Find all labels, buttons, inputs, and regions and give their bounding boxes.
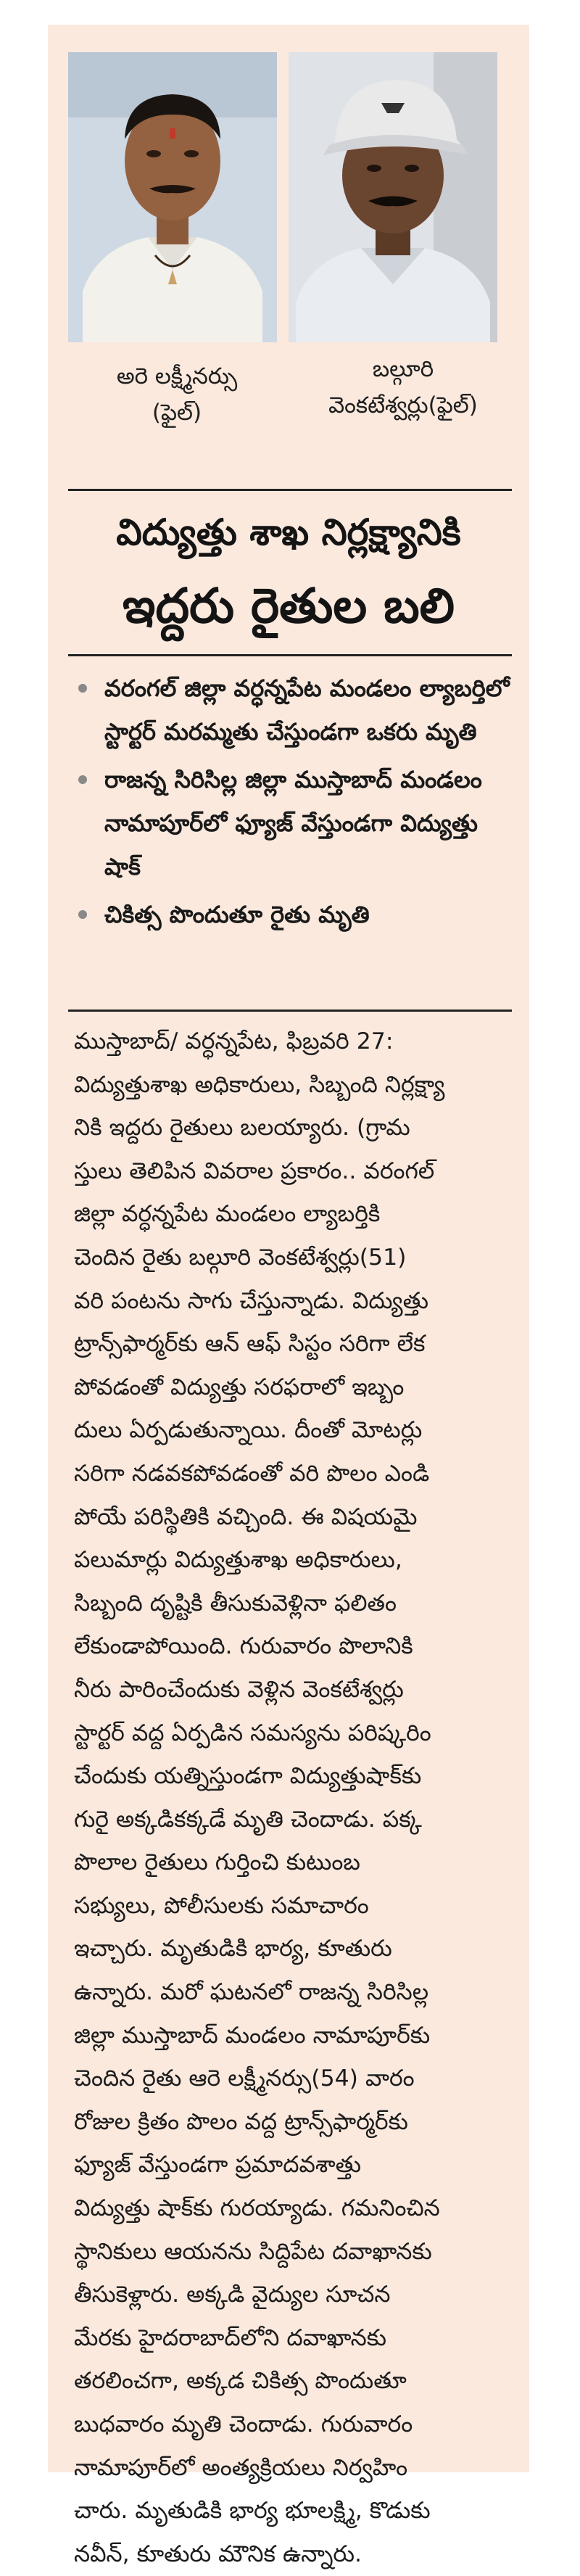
divider-top [68, 489, 512, 491]
body-line: ట్రాన్స్‌ఫార్మర్‌కు ఆన్ ఆఫ్ సిస్టం సరిగా లేక [74, 1331, 426, 1358]
news-article [48, 25, 529, 2567]
body-line: నామాపూర్‌లో అంత్యక్రియలు నిర్వహిం [74, 2454, 408, 2481]
body-line: పలుమార్లు విద్యుత్తుశాఖ అధికారులు, [74, 1547, 402, 1574]
photo-row [68, 52, 512, 342]
portrait-lakshminarsu-image [68, 52, 277, 342]
divider-middle [68, 654, 512, 656]
body-line: నీరు పారించేందుకు వెళ్లిన వెంకటేశ్వర్లు [74, 1676, 404, 1703]
caption-lakshminarsu-file: (ఫైల్) [152, 400, 202, 426]
body-line: బుధవారం మృతి చెందాడు. గురువారం [74, 2411, 413, 2437]
portrait-photo-lakshminarsu [68, 52, 277, 342]
body-line: తీసుకెళ్లారు. అక్కడి వైద్యుల సూచన [74, 2282, 391, 2308]
bullet-text: వరంగల్ జిల్లా వర్ధన్నపేట మండలం ల్యాబర్తిలో స్టార్టర్ మరమ్మతు చేస్తుండగా ఒకరు మృతి [104, 674, 510, 746]
bullet-item [74, 758, 513, 888]
body-line: పోయే పరిస్థితికి వచ్చింది. ఈ విషయమై [74, 1503, 418, 1530]
caption-venkateshwarlu-surname: బల్గూరి [372, 356, 434, 382]
body-line: సరిగా నడవకపోవడంతో వరి పొలం ఎండి [74, 1460, 430, 1487]
body-line: ఫ్యూజ్ వేస్తుండగా ప్రమాదవశాత్తు [74, 2152, 362, 2179]
bullet-text: చికిత్స పొందుతూ రైతు మృతి [104, 901, 370, 928]
body-line: జిల్లా ముస్తాబాద్ మండలం నామాపూర్‌కు [74, 2022, 431, 2049]
body-line: ఇచ్చారు. మృతుడికి భార్య, కూతురు [74, 1936, 392, 1962]
body-line: విద్యుత్తు షాక్‌కు గురయ్యాడు. గమనించిన [74, 2195, 440, 2222]
body-line: ముస్తాబాద్/ వర్ధన్నపేట, ఫిబ్రవరి 27: [74, 1028, 394, 1054]
body-line: చేందుకు యత్నిస్తుండగా విద్యుత్తుషాక్‌కు [74, 1763, 422, 1790]
body-line: సిబ్బంది దృష్టికి తీసుకువెళ్లినా ఫలితం [74, 1590, 397, 1617]
body-line: తరలించగా, అక్కడ చికిత్స పొందుతూ [74, 2368, 407, 2395]
body-line: గురై అక్కడికక్కడే మృతి చెందాడు. పక్క [74, 1806, 422, 1833]
bullet-item [74, 893, 513, 936]
body-line: వరి పంటను సాగు చేస్తున్నాడు. విద్యుత్తు [74, 1287, 429, 1314]
article-body [74, 1020, 508, 2576]
photo-captions [68, 351, 512, 460]
body-line: చెందిన రైతు బల్గూరి వెంకటేశ్వర్లు(51) [74, 1244, 407, 1271]
bullet-dot-icon [78, 775, 87, 784]
bullet-text: రాజన్న సిరిసిల్ల జిల్లా ముస్తాబాద్ మండలం నామాపూర్‌లో ఫ్యూజ్ వేస్తుండగా విద్యుత్తు షాక్ [104, 766, 482, 880]
body-line: ఉన్నారు. మరో ఘటనలో రాజన్న సిరిసిల్ల [74, 1979, 429, 2006]
body-line: మేరకు హైదరాబాద్‌లోని దవాఖానకు [74, 2324, 387, 2351]
body-line: రోజుల క్రితం పొలం వద్ద ట్రాన్స్‌ఫార్మర్‌కు [74, 2108, 408, 2135]
caption-venkateshwarlu [294, 351, 512, 424]
body-line: పోవడంతో విద్యుత్తు సరఫరాలో ఇబ్బం [74, 1374, 405, 1400]
body-line: నవీన్, కూతురు మౌనిక ఉన్నారు. [74, 2540, 362, 2567]
headline-line-1: విద్యుత్తు శాఖ నిర్లక్ష్యానికి [116, 511, 461, 553]
bullet-dot-icon [78, 910, 87, 919]
body-line: సభ్యులు, పోలీసులకు సమాచారం [74, 1892, 369, 1919]
bullet-item [74, 666, 513, 754]
body-line: నికి ఇద్దరు రైతులు బలయ్యారు. (గ్రామ [74, 1115, 410, 1142]
body-line: స్థానికులు ఆయనను సిద్దిపేట దవాఖానకు [74, 2238, 432, 2265]
body-line: దులు ఏర్పడుతున్నాయి. దీంతో మోటర్లు [74, 1417, 423, 1444]
caption-venkateshwarlu-name: వెంకటేశ్వర్లు(ఫైల్) [328, 392, 478, 418]
highlight-bullets [74, 666, 513, 941]
body-line: లేకుండాపోయింది. గురువారం పొలానికి [74, 1633, 413, 1660]
caption-lakshminarsu [68, 358, 286, 431]
divider-body [68, 1010, 512, 1012]
body-line: చెందిన రైతు ఆరె లక్ష్మీనర్సు(54) వారం [74, 2065, 415, 2092]
portrait-venkateshwarlu-image [289, 52, 497, 342]
body-line: స్తులు తెలిపిన వివరాల ప్రకారం.. వరంగల్ [74, 1157, 435, 1184]
caption-lakshminarsu-name: అరె లక్ష్మీనర్సు [116, 363, 238, 389]
headline-line-2: ఇద్దరు రైతుల బలి [123, 578, 455, 634]
bullet-dot-icon [78, 684, 87, 693]
body-line: జిల్లా వర్ధన్నపేట మండలం ల్యాబర్తికి [74, 1201, 381, 1228]
body-line: పొలాల రైతులు గుర్తించి కుటుంబ [74, 1849, 360, 1876]
body-line: స్టార్టర్ వద్ద ఏర్పడిన సమస్యను పరిష్కరిం [74, 1720, 431, 1746]
portrait-photo-venkateshwarlu [289, 52, 497, 342]
body-line: విద్యుత్తుశాఖ అధికారులు, సిబ్బంది నిర్లక్ష్యా [74, 1071, 445, 1098]
body-line: చారు. మృతుడికి భార్య భూలక్ష్మి, కొడుకు [74, 2498, 431, 2525]
